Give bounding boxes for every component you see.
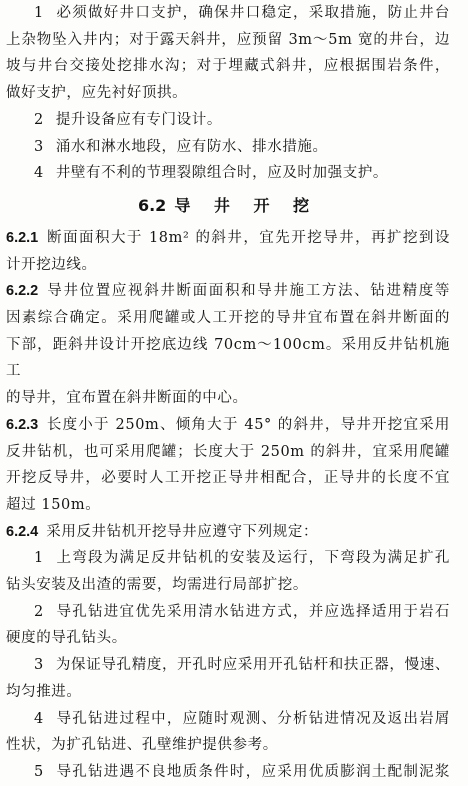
clause-6-2-3: 6.2.3 长度小于 250m、倾角大于 45° 的斜井，导井开挖宜采用 反井钻机，也可采用爬罐；长度大于 250m 的斜井，宜采用爬罐 开挖反导井，必要时人工开挖正导井相配合，正导井的长度不宜 — [6, 416, 450, 487]
list-item: 5 导孔钻进遇不良地质条件时，应采用优质膨润土配制泥浆 — [34, 763, 450, 780]
list-item: 3 为保证导孔精度，开孔时应采用开孔钻杆和扶正器，慢速、 — [34, 657, 450, 674]
item-number: 5 — [34, 763, 44, 780]
item-number: 1 — [34, 5, 44, 21]
item-number: 2 — [34, 603, 44, 620]
clause-6-2-4: 6.2.4 采用反井钻机开挖导井应遵守下列规定： — [6, 523, 319, 540]
list-item-continued: 钻头安装及出渣的需要，均需进行局部扩挖。 — [6, 577, 308, 594]
item-number: 4 — [34, 165, 44, 182]
list-item: 4 导孔钻进过程中，应随时观测、分析钻进情况及返出岩屑 — [34, 710, 450, 727]
clause-6-2-1: 6.2.1 断面面积大于 18m² 的斜井，宜先开挖导井，再扩挖到设 — [6, 229, 450, 246]
clause-6-2-1-cont: 计开挖边线。 — [6, 256, 97, 273]
clause-6-2-2-cont: 的导井，宜布置在斜井断面的中心。 — [6, 390, 248, 407]
list-item: 2 导孔钻进宜优先采用清水钻进方式，并应选择适用于岩石 — [34, 603, 450, 620]
item-list-bottom — [6, 545, 450, 785]
list-item: 4 井壁有不利的节理裂隙组合时，应及时加强支护。 — [34, 165, 389, 182]
list-item: 1 必须做好井口支护，确保井口稳定，采取措施，防止井台 上杂物坠入井内；对于露天斜井，应预留 3m～5m 宽的井台，边 坡与井台交接处挖排水沟；对于埋藏式斜井，应根据围岩条件， — [6, 5, 450, 75]
section-title — [6, 193, 450, 219]
clause-6-2-2: 6.2.2 导井位置应视斜井断面面积和导井施工方法、钻进精度等 因素综合确定。采用爬罐或人工开挖的导井宜布置在斜井断面的 下部，距斜井设计开挖底边线 70cm～100cm。采用反井钻机施工 — [6, 283, 450, 380]
item-number: 2 — [34, 111, 44, 128]
item-number: 1 — [34, 550, 44, 567]
section-title-text: 导 井 开 挖 — [174, 195, 319, 215]
list-item: 3 涌水和淋水地段，应有防水、排水措施。 — [34, 138, 328, 155]
list-item-continued: 硬度的导孔钻头。 — [6, 630, 127, 647]
list-item-continued: 性状，为扩孔钻进、孔壁维护提供参考。 — [6, 737, 278, 754]
item-number: 4 — [34, 710, 44, 727]
clause-6-2-3-cont: 超过 150m。 — [6, 496, 101, 513]
section-number: 6.2 — [137, 195, 167, 215]
clause-number: 6.2.1 — [6, 229, 39, 246]
list-item-continued: 均匀推进。 — [6, 683, 82, 700]
clause-number: 6.2.2 — [6, 283, 39, 300]
list-item: 2 提升设备应有专门设计。 — [34, 111, 222, 128]
clause-number: 6.2.3 — [6, 416, 39, 433]
clause-number: 6.2.4 — [6, 523, 39, 540]
item-list-top — [6, 0, 450, 187]
list-item: 1 上弯段为满足反井钻机的安装及运行，下弯段为满足扩孔 — [34, 550, 450, 567]
list-item-continued: 做好支护，应先衬好顶拱。 — [6, 85, 188, 102]
clause-list — [6, 225, 450, 545]
item-number: 3 — [34, 657, 44, 674]
item-number: 3 — [34, 138, 44, 155]
